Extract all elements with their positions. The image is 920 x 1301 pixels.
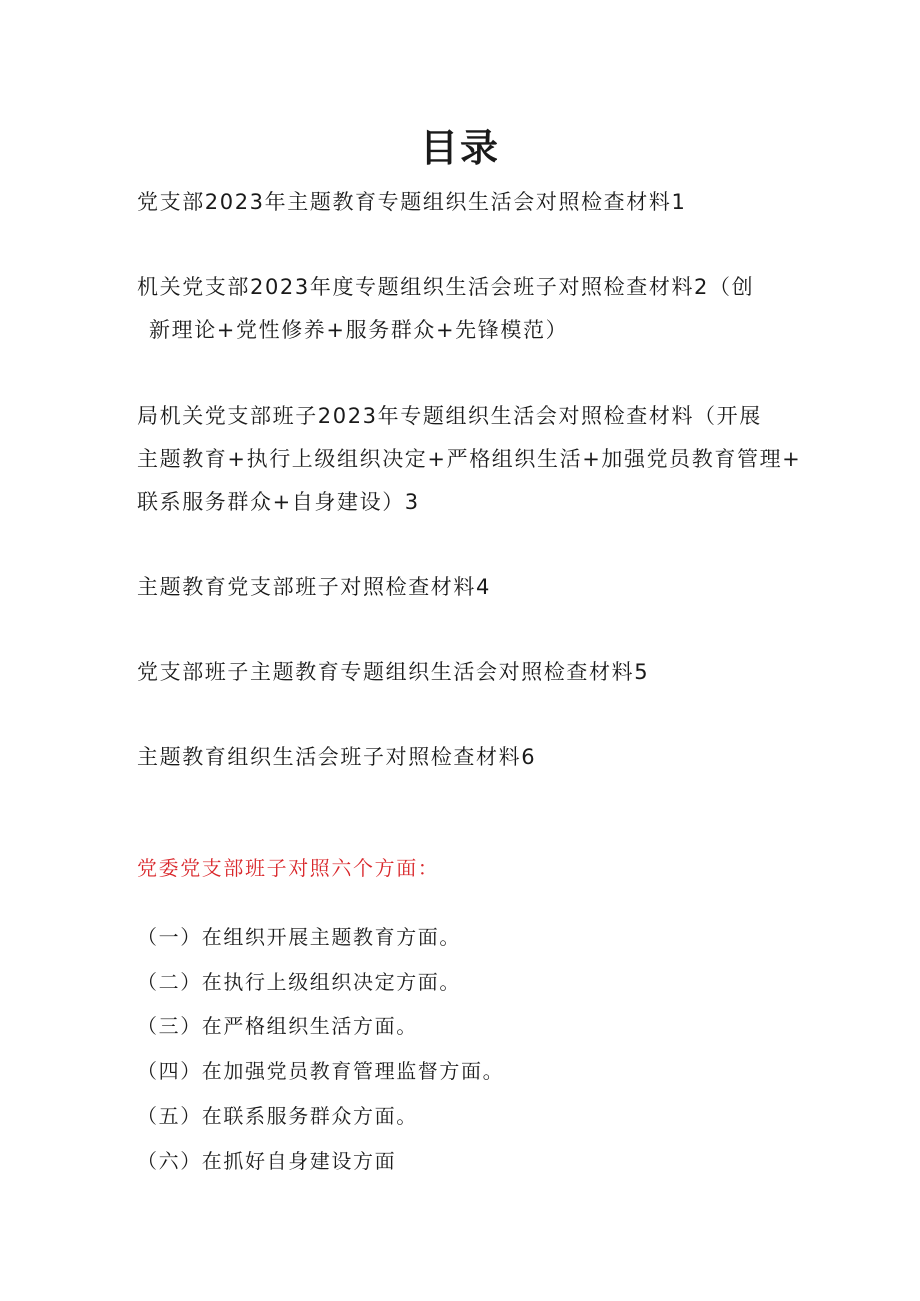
toc-entry-5[interactable] xyxy=(137,651,787,694)
aspects-heading: 党委党支部班子对照六个方面： xyxy=(137,856,440,880)
toc-entry-3[interactable] xyxy=(137,395,802,524)
toc-entry-4[interactable] xyxy=(137,566,787,609)
aspect-item: （五）在联系服务群众方面。 xyxy=(137,1104,418,1128)
aspect-item: （二）在执行上级组织决定方面。 xyxy=(137,970,461,994)
toc-entry-1[interactable] xyxy=(137,181,787,224)
toc-entry-line: 联系服务群众+自身建设）3 xyxy=(137,490,420,514)
aspect-item: （四）在加强党员教育管理监督方面。 xyxy=(137,1059,505,1083)
toc-entry-line: 局机关党支部班子2023年专题组织生活会对照检查材料（开展 xyxy=(137,404,762,428)
toc-entry-line: 主题教育党支部班子对照检查材料4 xyxy=(137,575,491,599)
toc-entry-2[interactable] xyxy=(137,266,787,352)
toc-entry-6[interactable] xyxy=(137,736,787,779)
toc-entry-line: 机关党支部2023年度专题组织生活会班子对照检查材料2（创 xyxy=(137,275,755,299)
toc-entry-line: 党支部2023年主题教育专题组织生活会对照检查材料1 xyxy=(137,190,687,214)
aspect-item: （六）在抓好自身建设方面 xyxy=(137,1149,397,1173)
page-title: 目录 xyxy=(419,126,500,170)
aspect-item: （三）在严格组织生活方面。 xyxy=(137,1014,418,1038)
toc-entry-line: 主题教育+执行上级组织决定+严格组织生活+加强党员教育管理+ xyxy=(137,447,802,471)
aspect-item: （一）在组织开展主题教育方面。 xyxy=(137,925,461,949)
toc-entry-line: 新理论+党性修养+服务群众+先锋模范） xyxy=(149,318,569,342)
toc-entry-line: 主题教育组织生活会班子对照检查材料6 xyxy=(137,745,537,769)
toc-entry-line: 党支部班子主题教育专题组织生活会对照检查材料5 xyxy=(137,660,650,684)
